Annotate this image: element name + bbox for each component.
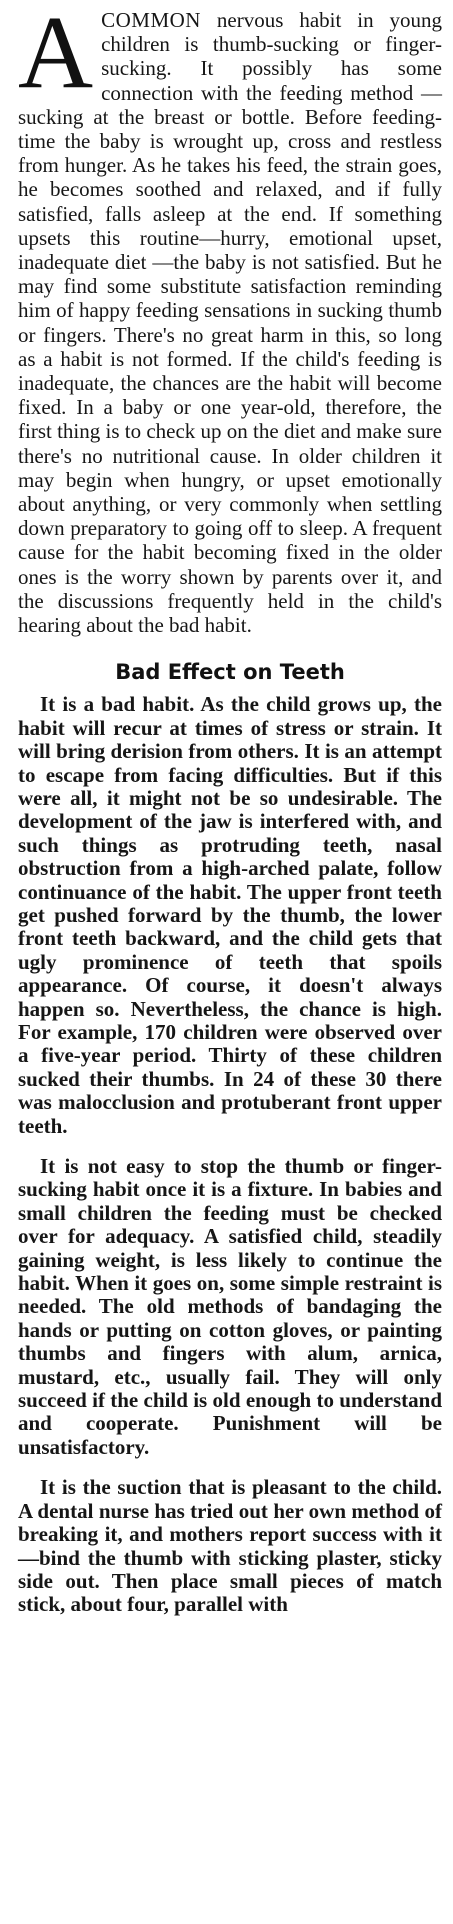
body-paragraph-teeth: It is a bad habit. As the child grows up, the habit will recur at times of stress or strain. It will bring derision from others. It is an attempt to escape from facing difficulties. But if this were all, it might not be so undesirable. The development of the jaw is interfered with, and such things as protruding teeth, nasal obstruction from a high-arched palate, follow continuance of the habit. The upper front teeth get pushed forward by the thumb, the lower front teeth backward, and the child gets that ugly prominence of teeth that spoils appearance. Of course, it doesn't always happen so. Nevertheless, the chance is high. For example, 170 children were observed over a five-year period. Thirty of these children sucked their thumbs. In 24 of these 30 there was malocclusion and protuberant front upper teeth.: [18, 692, 442, 1138]
section-heading: Bad Effect on Teeth: [115, 660, 345, 685]
intro-paragraph: [18, 0, 442, 638]
lead-caps: COMMON: [101, 8, 201, 32]
intro-text: nervous habit in young children is thumb-sucking or finger-sucking. It possibly has some connection with the feeding method — sucking at the breast or bottle. Before feeding-time the baby is wrought up, cross and restless from hunger. As he takes his feed, the strain goes, he becomes soothed and relaxed, and if fully satisfied, falls asleep at the end. If something upsets this routine—hurry, emotional upset, inadequate diet —the baby is not satisfied. But he may find some substitute satisfaction reminding him of happy feeding sensations in sucking thumb or fingers. There's no great harm in this, so long as a habit is not formed. If the child's feeding is inadequate, the chances are the habit will become fixed. In a baby or one year-old, therefore, the first thing is to check up on the diet and make sure there's no nutritional cause. In older children it may begin when hungry, or upset emotionally about anything, or very commonly when settling down preparatory to going off to sleep. A frequent cause for the habit becoming fixed in the older ones is the worry shown by parents over it, and the discussions frequently held in the child's hearing about the bad habit.: [18, 8, 442, 638]
body-paragraph-suction: It is the suction that is pleasant to the child. A dental nurse has tried out her own method of breaking it, and mothers report success with it—bind the thumb with sticking plaster, sticky side out. Then place small pieces of match stick, about four, parallel with: [18, 1475, 442, 1617]
article-page: [18, 0, 442, 1634]
drop-cap: A: [18, 0, 94, 110]
body-paragraph-stopping: It is not easy to stop the thumb or finger-sucking habit once it is a fixture. In babies and small children the feeding must be checked over for adequacy. A satisfied child, steadily gaining weight, is less likely to continue the habit. When it goes on, some simple restraint is needed. The old methods of bandaging the hands or putting on cotton gloves, or painting thumbs and fingers with alum, arnica, mustard, etc., usually fail. They will only succeed if the child is old enough to understand and cooperate. Punishment will be unsatisfactory.: [18, 1154, 442, 1459]
section-body: [18, 693, 442, 1616]
